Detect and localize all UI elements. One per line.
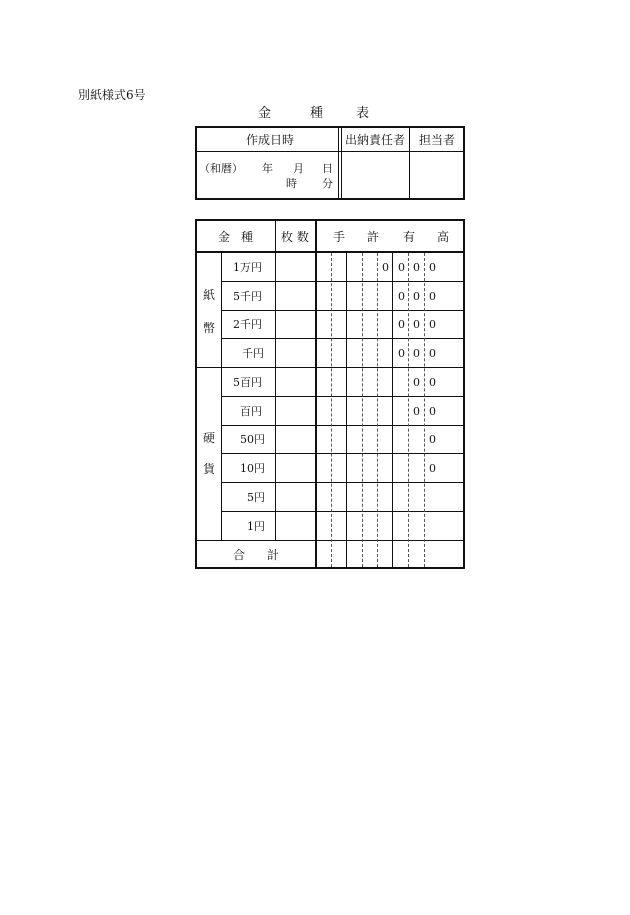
border [346, 253, 347, 567]
digit-divider [377, 253, 378, 567]
digit-divider [408, 253, 409, 567]
count-cell[interactable] [276, 454, 315, 482]
denomination-label: 5円 [247, 491, 265, 504]
count-cell[interactable] [276, 397, 315, 425]
digit-divider [331, 253, 332, 567]
era-label: （和暦） [199, 162, 243, 175]
total-label: 合 [233, 548, 246, 562]
amount-digit: 0 [382, 261, 389, 274]
amount-digit: 0 [429, 462, 436, 475]
amount-digit: 0 [429, 433, 436, 446]
amount-digit: 0 [413, 376, 420, 389]
amount-digit: 0 [429, 405, 436, 418]
kind-header: 金 [218, 230, 231, 244]
border [221, 310, 465, 311]
border [195, 219, 197, 569]
amount-digit: 0 [398, 290, 405, 303]
paper-money-label: 幣 [203, 321, 216, 335]
amount-digit: 0 [398, 261, 405, 274]
count-cell[interactable] [276, 253, 315, 281]
border [221, 511, 465, 512]
amount-digit: 0 [413, 290, 420, 303]
border [221, 338, 465, 339]
kind-header: 種 [241, 230, 254, 244]
amount-header: 高 [437, 230, 450, 244]
count-cell[interactable] [276, 368, 315, 396]
cashier-label: 出納責任者 [345, 133, 406, 147]
amount-digit: 0 [429, 290, 436, 303]
border [221, 453, 465, 454]
border [221, 425, 465, 426]
digit-divider [362, 253, 363, 567]
amount-header: 手 [333, 230, 346, 244]
amount-header: 有 [403, 230, 416, 244]
amount-digit: 0 [413, 347, 420, 360]
coin-label: 硬 [203, 431, 216, 445]
amount-digit: 0 [413, 405, 420, 418]
coin-label: 貨 [203, 462, 216, 476]
total-label: 計 [267, 548, 280, 562]
border [221, 396, 465, 397]
border [463, 219, 465, 569]
paper-money-label: 紙 [203, 288, 216, 302]
amount-digit: 0 [413, 318, 420, 331]
amount-digit: 0 [429, 261, 436, 274]
day-label: 日 [322, 162, 333, 175]
digit-divider [424, 253, 425, 567]
amount-digit: 0 [429, 347, 436, 360]
border [195, 219, 465, 221]
person-in-charge-label: 担当者 [419, 133, 456, 147]
border [195, 567, 465, 569]
denomination-label: 50円 [240, 433, 265, 446]
border [315, 219, 317, 569]
amount-digit: 0 [429, 376, 436, 389]
denomination-label: 5千円 [233, 290, 262, 303]
border [221, 482, 465, 483]
title-char: 金 [258, 106, 272, 121]
denomination-label: 千円 [242, 347, 264, 360]
border [221, 281, 465, 282]
minute-label: 分 [322, 177, 333, 190]
count-cell[interactable] [276, 282, 315, 310]
denomination-label: 1円 [247, 520, 265, 533]
denomination-label: 百円 [240, 405, 262, 418]
count-header: 枚 数 [281, 230, 309, 244]
form-label: 別紙様式6号 [78, 88, 146, 102]
year-label: 年 [262, 162, 273, 175]
title-char: 表 [356, 106, 370, 121]
denomination-label: 2千円 [233, 318, 262, 331]
amount-digit: 0 [398, 318, 405, 331]
month-label: 月 [293, 162, 304, 175]
count-cell[interactable] [276, 426, 315, 453]
border [392, 253, 393, 567]
hour-label: 時 [286, 177, 297, 190]
denomination-label: 10円 [240, 462, 265, 475]
title-char: 種 [310, 106, 324, 121]
denomination-label: 1万円 [233, 261, 262, 274]
amount-digit: 0 [413, 261, 420, 274]
amount-header: 許 [367, 230, 380, 244]
count-cell[interactable] [276, 512, 315, 540]
count-cell[interactable] [276, 311, 315, 338]
amount-digit: 0 [398, 347, 405, 360]
count-cell[interactable] [276, 483, 315, 511]
count-cell[interactable] [276, 339, 315, 367]
created-datetime-label: 作成日時 [246, 133, 295, 147]
denomination-label: 5百円 [233, 376, 262, 389]
amount-digit: 0 [429, 318, 436, 331]
